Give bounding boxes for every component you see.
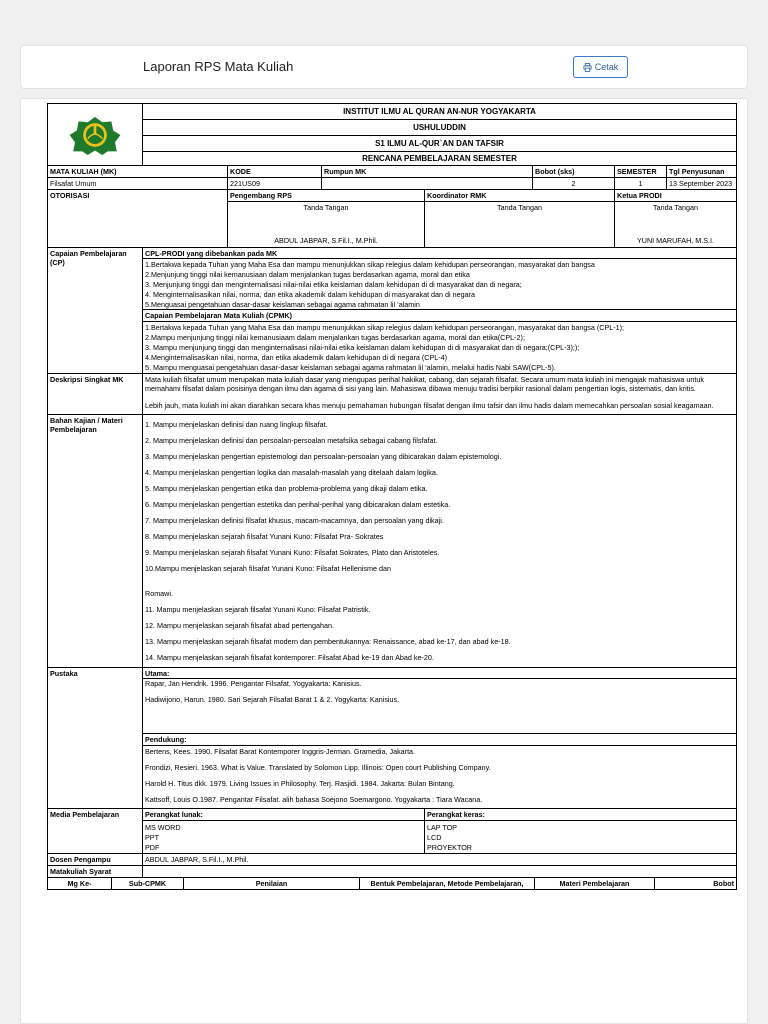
head-signature-label: Tanda Tangan xyxy=(652,203,699,212)
description-paragraph: Lebih jauh, mata kuliah ini akan diarahkan secara khas menuju pemahaman hubungan filsafat dengan ilmu tafsir dan ilmu hadis dalam memecahkan persoalan sosial keagamaan. xyxy=(145,401,714,410)
coordinator-header: Koordinator RMK xyxy=(425,190,615,202)
hardware-item: LAP TOP xyxy=(427,822,457,832)
material-item: 5. Mampu menjelaskan pengertian etika dan problema-problema yang dikaji dalam etika. xyxy=(145,483,428,493)
material-item: 4. Mampu menjelaskan pengertian logika dan masalah-masalah yang ditelaah dalam logika. xyxy=(145,467,438,477)
reference-item: Hadiwijono, Harun. 1980. Sari Sejarah Filsafat Barat 1 & 2. Yogykarta: Kanisius. xyxy=(145,694,400,704)
method-header: Bentuk Pembelajaran, Metode Pembelajaran, xyxy=(360,878,535,890)
material-item: 2. Mampu menjelaskan definisi dan persoalan-persoalan metafsika sebagai cabang filsfafat. xyxy=(145,435,438,445)
material-item: 1. Mampu menjelaskan definisi dan ruang lingkup filsafat. xyxy=(145,419,328,429)
developer-name: ABDUL JABPAR, S.Fil.I., M.Phil. xyxy=(274,236,378,245)
software-title: Perangkat lunak: xyxy=(143,809,425,821)
description-content xyxy=(143,374,737,415)
institution-logo xyxy=(67,115,123,155)
course-credits: 2 xyxy=(533,178,615,190)
developer-signature-label: Tanda Tangan xyxy=(303,203,349,212)
material-item: 7. Mampu menjelaskan definisi filsafat khusus, macam-macamnya, dan persoalan yang dikaji. xyxy=(145,515,444,525)
report-header-bar xyxy=(20,45,748,89)
cpmk-title: Capaian Pembelajaran Mata Kuliah (CPMK) xyxy=(143,309,736,321)
coordinator-signature-label: Tanda Tangan xyxy=(496,203,543,212)
cpl-item: 2.Menjunjung tinggi nilai kemanusiaan dalam menjalankan tugas berdasarkan agama, moral dan etika xyxy=(145,269,470,279)
lecturer-label: Dosen Pengampu xyxy=(48,854,143,866)
semester-header: SEMESTER xyxy=(615,166,667,178)
course-code-header: KODE xyxy=(228,166,322,178)
software-item: PDF xyxy=(145,842,160,852)
cpl-item: 3. Menjunjung tinggi dan menginternalisasi nilai-nilai etika keislaman dalam kehidupan di di masyarakat dan di negara; xyxy=(145,279,522,289)
cpmk-item: 2.Mampu menjunjung tinggi nilai kemanusiaam dalam menjalankan tugas berdasarkan agama, moral dan etika(CPL-2); xyxy=(145,332,525,342)
material-header: Materi Pembelajaran xyxy=(535,878,655,890)
materials-content xyxy=(143,415,737,668)
hardware-list xyxy=(425,821,737,854)
material-item: 9. Mampu menjelaskan sejarah filsafat Yunani Kuno: Filsafat Sokrates, Plato dan Aristoteles. xyxy=(145,547,440,557)
rps-document xyxy=(20,98,748,1024)
course-group xyxy=(322,178,533,190)
printer-icon xyxy=(583,63,592,72)
course-code: 221US09 xyxy=(228,178,322,190)
material-item: Romawi. xyxy=(145,589,173,598)
weekly-plan-table xyxy=(47,877,737,890)
cpl-item: 1.Bertakwa kepada Tuhan yang Maha Esa dan mampu menunjukkan sikap relegius dalam kehidupan perseorangan, masyarakat dan bangsa xyxy=(145,259,595,269)
description-label: Deskripsi Singkat MK xyxy=(48,374,143,415)
cpmk-item: 4.Menginternalisasikan nilai, norma, dan etika akademik dalam kehidupan di di negara (CPL-4) xyxy=(145,352,448,362)
cpl-item: 5.Menguasai pengetahuan dasar-dasar keislaman sebagai agama rahmatan lil ‘alamin xyxy=(145,299,420,309)
cpmk-item: 5. Mampu menguasai pengetahuan dasar-dasar keislaman sebagai agama rahmatan lil ‘alamin, melalui hadis Nabi SAW(CPL-5). xyxy=(145,362,556,372)
page-title: Laporan RPS Mata Kuliah xyxy=(143,59,294,74)
cp-label: Capaian Pembelajaran (CP) xyxy=(48,248,143,374)
material-item: 13. Mampu menjelaskan sejarah filsafat modern dan pembentukannya: Renaissance, abad ke-17, dan abad ke-18. xyxy=(145,637,511,646)
reference-item: Bertens, Kees. 1990. Filsafat Barat Kontemporer Inggris-Jerman. Gramedia, Jakarta. xyxy=(145,746,416,756)
software-item: PPT xyxy=(145,832,159,842)
hardware-item: LCD xyxy=(427,832,442,842)
material-item: 10.Mampu menjelaskan sejarah filsafat Yunani Kuno: Filsafat Hellenisme dan xyxy=(145,563,391,573)
references-support-title: Pendukung: xyxy=(143,733,736,745)
assessment-header: Penilaian xyxy=(184,878,360,890)
media-label: Media Pembelajaran xyxy=(48,809,143,854)
authorization-label: OTORISASI xyxy=(48,190,228,248)
semester-value: 1 xyxy=(615,178,667,190)
logo-cell xyxy=(48,104,143,166)
rps-table xyxy=(47,103,737,878)
prerequisite-label: Matakuliah Syarat xyxy=(48,866,143,878)
lecturer-name: ABDUL JABPAR, S.Fil.I., M.Phil. xyxy=(143,854,737,866)
hardware-title: Perangkat keras: xyxy=(425,809,737,821)
sub-cpmk-header: Sub-CPMK xyxy=(112,878,184,890)
materials-label: Bahan Kajian / Materi Pembelajaran xyxy=(48,415,143,668)
compile-date-header: Tgl Penyusunan xyxy=(667,166,737,178)
reference-item: Kattsoff, Louis O.1987. Pengantar Filsafat. alih bahasa Soejono Soemargono. Yogyakarta : Tiara Wacana. xyxy=(145,794,483,804)
software-item: MS WORD xyxy=(145,822,181,832)
cpmk-item: 1.Bertakwa kepada Tuhan yang Maha Esa dan mampu menunjukkan sikap relegius dalam kehidupan perseorangan, masyarakat dan bangsa (CPL-1); xyxy=(145,322,625,332)
course-credits-header: Bobot (sks) xyxy=(533,166,615,178)
material-item: 3. Mampu menjelaskan pengertian epistemologi dan persoalan-persoalan yang dibicarakan dalam epistemologi. xyxy=(145,451,502,461)
cpl-prodi-title: CPL-PRODI yang dibebankan pada MK xyxy=(145,249,278,258)
material-item: 12. Mampu menjelaskan sejarah filsafat abad pertengahan. xyxy=(145,621,334,630)
cpmk-item: 3. Mampu menjunjung tinggi dan menginternalisasi nilai-nilai etika keislaman dalam kehidupan di di masyarakat dan di negara;(CPL-3);); xyxy=(145,342,580,352)
developer-signature-cell xyxy=(228,202,425,248)
weight-header: Bobot xyxy=(655,878,737,890)
course-group-header: Rumpun MK xyxy=(322,166,533,178)
head-signature-cell xyxy=(615,202,737,248)
software-list xyxy=(143,821,425,854)
material-item: 14. Mampu menjelaskan sejarah filsafat kontemporer: Filsafat Abad ke-19 dan Abad ke-20. xyxy=(145,653,434,662)
coordinator-signature-cell xyxy=(425,202,615,248)
cpl-item: 4. Menginternalisasikan nilai, norma, dan etika akademik dalam kehidupan di masyarakat dan di negara xyxy=(145,289,476,299)
faculty-name: USHULUDDIN xyxy=(143,120,737,136)
head-header: Ketua PRODI xyxy=(615,190,737,202)
prerequisite-value xyxy=(143,866,737,878)
program-name: S1 ILMU AL-QUR`AN DAN TAFSIR xyxy=(143,136,737,152)
course-name-header: MATA KULIAH (MK) xyxy=(48,166,228,178)
print-button-label: Cetak xyxy=(594,62,619,72)
description-paragraph: Mata kuliah filsafat umum merupakan mata kuliah dasar yang mengupas perihal hakikat, cabang, dan sejarah filsafat. Secara umum mata kuliah ini mengajak mahasiswa untuk memahami filsafat dalam posisinya dengan ilmu dan agama di sisi yang lain. Mahasiswa dibawa menuju tradisi berpikir rasional dalam pengertian logis, sistematis, dan kritis. xyxy=(145,375,704,393)
course-name: Filsafat Umum xyxy=(48,178,228,190)
print-button[interactable] xyxy=(573,56,628,78)
compile-date: 13 September 2023 xyxy=(667,178,737,190)
institution-name: INSTITUT ILMU AL QURAN AN-NUR YOGYAKARTA xyxy=(143,104,737,120)
references-content xyxy=(143,667,737,809)
material-item: 8. Mampu menjelaskan sejarah filsafat Yunani Kuno: Filsafat Pra- Sokrates xyxy=(145,531,384,541)
reference-item: Frondizi, Resieri. 1963. What is Value. Translated by Solomon Lipp. Illinois: Open court Publishing Company. xyxy=(145,762,491,772)
reference-item: Rapar, Jan Hendrik. 1996. Pengantar Filsafat. Yogyakarta: Kanisius. xyxy=(145,679,362,688)
material-item: 11. Mampu menjelaskan sejarah filsafat Yunani Kuno: Filsafat Patristik. xyxy=(145,605,371,614)
references-label: Pustaka xyxy=(48,667,143,809)
cp-content xyxy=(143,248,737,374)
document-title: RENCANA PEMBELAJARAN SEMESTER xyxy=(143,152,737,166)
hardware-item: PROYEKTOR xyxy=(427,842,472,852)
developer-header: Pengembang RPS xyxy=(228,190,425,202)
week-header: Mg Ke- xyxy=(48,878,112,890)
head-name: YUNI MARUFAH, M.S.I. xyxy=(636,236,715,245)
reference-item: Harold H. Titus dkk. 1979. Living Issues in Philosophy. Terj. Rasjidi. 1984. Jakarta: Bulan Bintang. xyxy=(145,778,455,788)
references-main-title: Utama: xyxy=(145,668,170,678)
material-item: 6. Mampu menjelaskan pengertian estetika dan perihal-perihal yang dibicarakan dalam estetika. xyxy=(145,499,451,509)
